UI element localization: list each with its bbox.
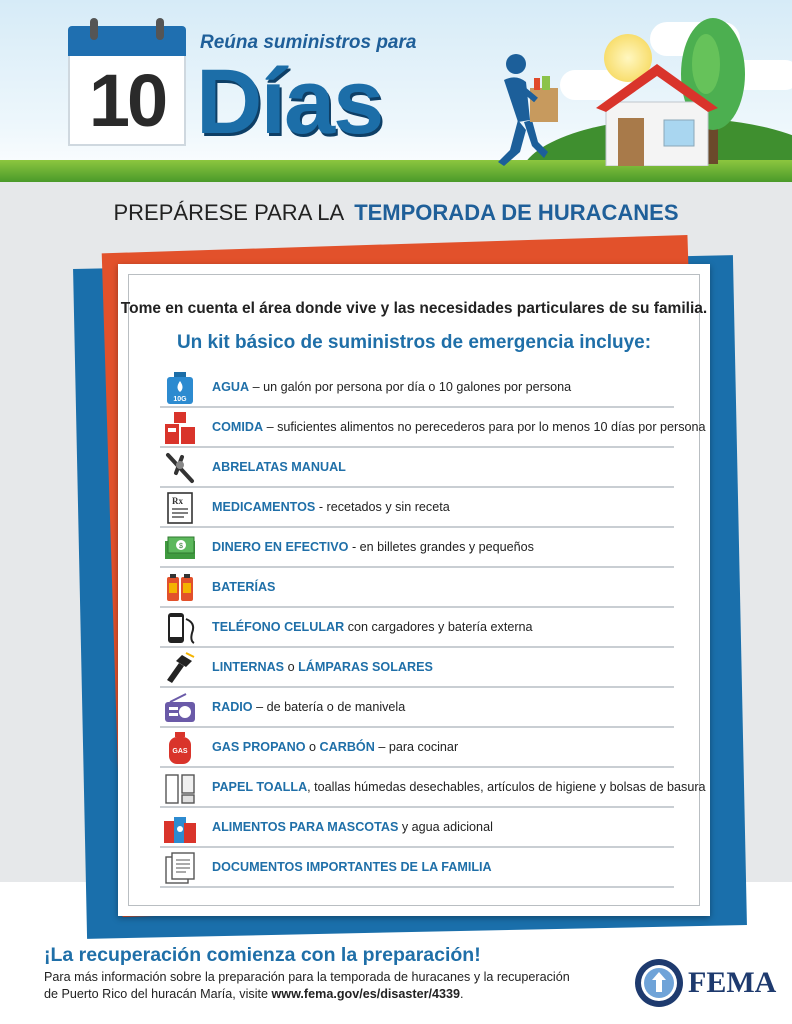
water-jug-icon <box>162 371 198 405</box>
item-keyword-2: CARBÓN <box>319 740 375 754</box>
item-keyword: MEDICAMENTOS <box>212 500 316 514</box>
paper-towel-icon <box>162 771 198 805</box>
header-subtitle: Reúna suministros para <box>200 32 417 53</box>
list-item <box>160 648 674 688</box>
cell-phone-icon <box>162 611 198 645</box>
documents-icon <box>162 851 198 885</box>
dhs-seal-icon <box>634 958 684 1008</box>
list-item <box>160 488 674 528</box>
list-item <box>160 528 674 568</box>
title-prefix: PREPÁRESE PARA LA <box>113 200 345 225</box>
house-icon <box>592 58 722 166</box>
person-carrying-bag-icon <box>488 50 568 170</box>
flashlight-icon <box>162 651 198 685</box>
item-connector: o <box>284 660 299 674</box>
item-keyword: TELÉFONO CELULAR <box>212 620 345 634</box>
slogan: ¡La recuperación comienza con la preparación! <box>44 944 481 966</box>
list-item <box>160 608 674 648</box>
prescription-icon <box>162 491 198 525</box>
list-item <box>160 368 674 408</box>
page-title <box>0 200 792 226</box>
svg-text:Rx: Rx <box>172 496 183 506</box>
item-description: - en billetes grandes y pequeños <box>348 540 534 554</box>
list-item <box>160 408 706 448</box>
item-description: - recetados y sin receta <box>315 500 450 514</box>
item-keyword: ALIMENTOS PARA MASCOTAS <box>212 820 399 834</box>
item-description: y agua adicional <box>398 820 493 834</box>
info-line-2: de Puerto Rico del huracán María, visite www.fema.gov/es/disaster/4339. <box>44 987 464 1001</box>
calendar-icon <box>68 26 186 146</box>
info-line-1: Para más información sobre la preparación para la temporada de huracanes y la recuperación <box>44 970 570 984</box>
list-item <box>160 728 674 768</box>
item-keyword: BATERÍAS <box>212 580 276 594</box>
item-keyword: PAPEL TOALLA <box>212 780 308 794</box>
supply-list <box>160 368 706 888</box>
calendar-number: 10 <box>88 59 166 142</box>
title-highlight: TEMPORADA DE HURACANES <box>354 200 679 225</box>
item-keyword: DINERO EN EFECTIVO <box>212 540 349 554</box>
fema-logo: FEMA <box>688 966 777 999</box>
item-description: con cargadores y batería externa <box>344 620 533 634</box>
item-description: – de batería o de manivela <box>252 700 406 714</box>
cash-icon <box>162 531 198 565</box>
propane-tank-label: GAS <box>172 748 188 755</box>
propane-tank-icon <box>162 731 198 765</box>
fema-link[interactable]: www.fema.gov/es/disaster/4339 <box>271 987 461 1001</box>
list-item <box>160 568 674 608</box>
item-connector: o <box>305 740 320 754</box>
food-boxes-icon <box>162 411 198 445</box>
header-title: Días <box>196 51 383 153</box>
svg-text:$: $ <box>179 543 183 550</box>
list-item <box>160 768 706 808</box>
intro-text: Tome en cuenta el área donde vive y las necesidades particulares de su familia. <box>120 300 708 317</box>
can-opener-icon <box>162 451 198 485</box>
header-banner <box>0 0 792 182</box>
item-keyword-2: LÁMPARAS SOLARES <box>298 660 433 674</box>
more-info-text <box>44 969 634 1003</box>
battery-icon <box>162 571 198 605</box>
kit-heading: Un kit básico de suministros de emergencia incluye: <box>176 332 652 353</box>
pet-food-icon <box>162 811 198 845</box>
item-keyword: LINTERNAS <box>212 660 285 674</box>
item-description: – para cocinar <box>374 740 459 754</box>
item-keyword: AGUA <box>212 380 250 394</box>
item-description: – un galón por persona por día o 10 galones por persona <box>249 380 572 394</box>
item-keyword: ABRELATAS MANUAL <box>212 460 346 474</box>
list-item <box>160 448 674 488</box>
list-item <box>160 848 674 888</box>
list-item <box>160 688 674 728</box>
radio-icon <box>162 691 198 725</box>
item-keyword: GAS PROPANO <box>212 740 306 754</box>
list-item <box>160 808 674 848</box>
item-description: – suficientes alimentos no perecederos para por lo menos 10 días por persona <box>263 420 706 434</box>
item-keyword: DOCUMENTOS IMPORTANTES DE LA FAMILIA <box>212 860 492 874</box>
item-keyword: RADIO <box>212 700 253 714</box>
item-description: , toallas húmedas desechables, artículos de higiene y bolsas de basura <box>307 780 706 794</box>
item-keyword: COMIDA <box>212 420 264 434</box>
water-jug-label: 10G <box>173 396 187 403</box>
